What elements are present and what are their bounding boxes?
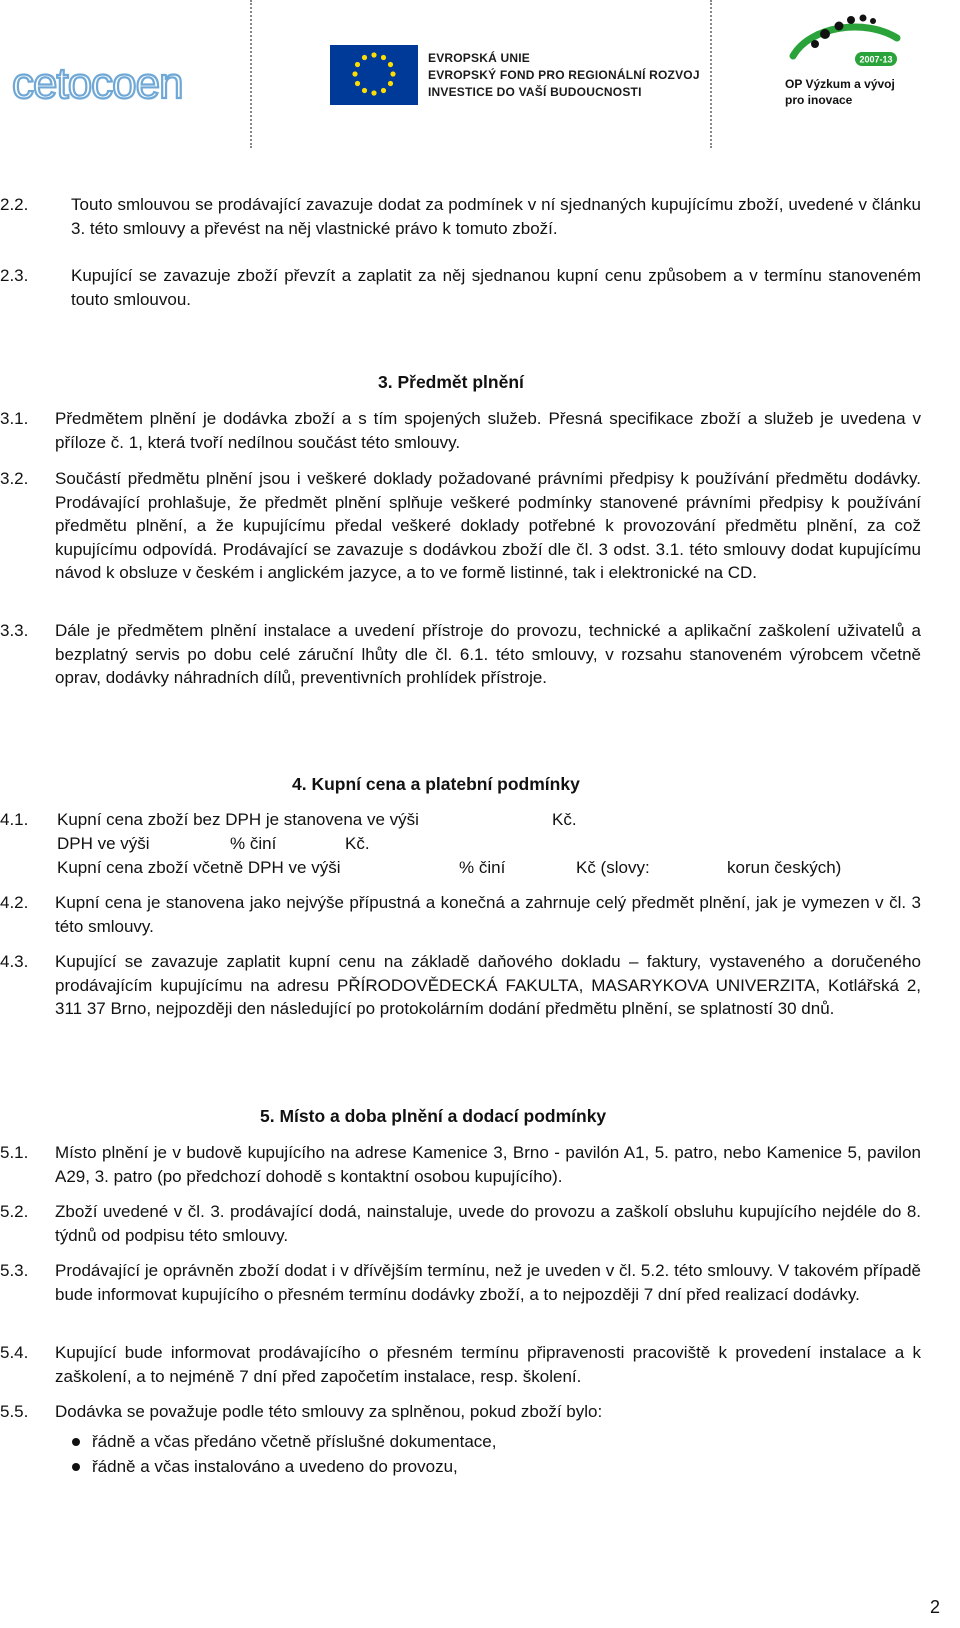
clause-5-4 [0,1341,921,1388]
clause-number: 5.3. [0,1261,29,1280]
section-heading-3: 3. Předmět plnění [378,372,524,392]
section-heading-5: 5. Místo a doba plnění a dodací podmínky [260,1106,607,1126]
clause-3-1 [0,407,921,454]
op-caption [785,76,895,108]
price-with-vat-label: Kupní cena zboží včetně DPH ve výši [57,858,341,877]
eu-caption [428,50,700,101]
op-vyzkum-logo-icon [785,12,905,76]
clause-text: Dodávka se považuje podle této smlouvy za splněnou, pokud zboží bylo: [55,1402,603,1421]
clause-text: Předmětem plnění je dodávka zboží a s tím spojených služeb. Přesná specifikace zboží a služeb je uvedena v příloze č. 1, která tvoří nedílnou součást této smlouvy. [55,409,921,452]
price-with-vat-currency: Kč (slovy: [576,858,650,877]
op-line-2: pro inovace [785,93,853,107]
clause-text: Prodávající je oprávněn zboží dodat i v dřívějším termínu, než je uveden v čl. 5.2. této smlouvy. V takovém případě bude informovat kupujícího o přesném termínu dodávky zboží, a to nejpozději 7 dní před realizací dodávky. [55,1261,921,1304]
price-in-words: korun českých) [727,858,842,877]
clause-5-3 [0,1259,921,1306]
clause-3-2 [0,467,921,585]
clause-text: Místo plnění je v budově kupujícího na adrese Kamenice 3, Brno - pavilón A1, 5. patro, nebo Kamenice 5, pavilon A29, 3. patro (po předchozí dohodě s kontaktní osobou kupujícího). [55,1143,921,1186]
eu-line-1: EVROPSKÁ UNIE [428,51,530,65]
clause-number: 3.2. [0,469,29,488]
clause-4-3 [0,950,921,1021]
list-item-text: řádně a včas instalováno a uvedeno do provozu, [92,1457,458,1476]
section-heading-4: 4. Kupní cena a platební podmínky [292,774,580,794]
op-years: 2007-13 [859,54,893,65]
clause-2-3 [0,264,921,311]
op-line-1: OP Výzkum a vývoj [785,77,895,91]
page-number: 2 [929,1597,940,1617]
clause-number: 4.2. [0,893,29,912]
bullet-icon [72,1438,80,1446]
header-separator [250,0,252,148]
price-with-vat-percent: % činí [459,858,506,877]
clause-5-1 [0,1141,921,1188]
cetocoen-logo [10,58,200,108]
vat-label: DPH ve výši [57,834,150,853]
header-separator [710,0,712,148]
clause-number: 4.1. [0,810,29,829]
price-without-vat-currency: Kč. [552,810,577,829]
clause-text: Kupující bude informovat prodávajícího o přesném termínu připravenosti pracoviště k provedení instalace a k zaškolení, a to nejméně 7 dní před započetím instalace, resp. školení. [55,1343,921,1386]
clause-5-2 [0,1200,921,1247]
clause-number: 2.3. [0,266,29,285]
clause-5-5 [0,1400,921,1424]
clause-text: Dále je předmětem plnění instalace a uvedení přístroje do provozu, technické a aplikační zaškolení uživatelů a bezplatný servis po dobu celé záruční lhůty dle čl. 6.1. této smlouvy, v rozsahu stanoveném výrobcem včetně oprav, dodávky náhradních dílů, preventivních prohlídek přístroje. [55,621,921,687]
clause-number: 3.3. [0,621,29,640]
list-item-text: řádně a včas předáno včetně příslušné dokumentace, [92,1432,497,1451]
page-header [0,0,960,150]
clause-2-2 [0,193,921,240]
clause-text: Kupující se zavazuje zboží převzít a zaplatit za něj sjednanou kupní cenu způsobem a v termínu stanoveném touto smlouvou. [71,266,921,309]
clause-number: 3.1. [0,409,29,428]
eu-flag-icon [330,45,418,105]
clause-text: Kupující se zavazuje zaplatit kupní cenu na základě daňového dokladu – faktury, vystaveného a doručeného prodávajícím kupujícímu na adresu PŘÍRODOVĚDECKÁ FAKULTA, MASARYKOVA UNIVERZITA, Kotlářská 2, 311 37 Brno, nejpozději den následující po protokolárním dodání předmětu plnění, se splatností 30 dnů. [55,952,921,1018]
clause-text: Zboží uvedené v čl. 3. prodávající dodá, nainstaluje, uvede do provozu a zaškolí obsluhu kupujícího nejdéle do 8. týdnů od podpisu této smlouvy. [55,1202,921,1245]
clause-number: 5.2. [0,1202,29,1221]
clause-number: 5.4. [0,1343,29,1362]
clause-number: 2.2. [0,195,29,214]
clause-3-3 [0,619,921,690]
svg-text:cetocoen: cetocoen [12,59,183,108]
clause-number: 4.3. [0,952,29,971]
bullet-icon [72,1463,80,1471]
clause-text: Kupní cena je stanovena jako nejvýše přípustná a konečná a zahrnuje celý předmět plnění, jak je vymezen v čl. 3 této smlouvy. [55,893,921,936]
eu-line-2: EVROPSKÝ FOND PRO REGIONÁLNÍ ROZVOJ [428,68,700,82]
clause-4-2 [0,891,921,938]
clause-number: 5.1. [0,1143,29,1162]
clause-number: 5.5. [0,1402,29,1421]
vat-percent-label: % činí [230,834,277,853]
eu-line-3: INVESTICE DO VAŠÍ BUDOUCNOSTI [428,85,642,99]
price-without-vat-label: Kupní cena zboží bez DPH je stanovena ve výši [57,810,419,829]
clause-text: Součástí předmětu plnění jsou i veškeré doklady požadované právními předpisy k používání předmětu dodávky. Prodávající prohlašuje, že předmět plnění splňuje veškeré podmínky stanovené právními předpisy k používání předmětu plnění, a že kupujícímu předal veškeré doklady potřebné k provozování předmětu plnění, za což kupujícímu odpovídá. Prodávající se zavazuje s dodávkou zboží dle čl. 3 odst. 3.1. této smlouvy dodat kupujícímu návod k obsluze v českém i anglickém jazyce, a to ve formě listinné, tak i elektronické na CD. [55,469,921,582]
vat-currency: Kč. [345,834,370,853]
clause-text: Touto smlouvou se prodávající zavazuje dodat za podmínek v ní sjednaných kupujícímu zboží, uvedené v článku 3. této smlouvy a převést na něj vlastnické právo k tomuto zboží. [71,195,921,238]
